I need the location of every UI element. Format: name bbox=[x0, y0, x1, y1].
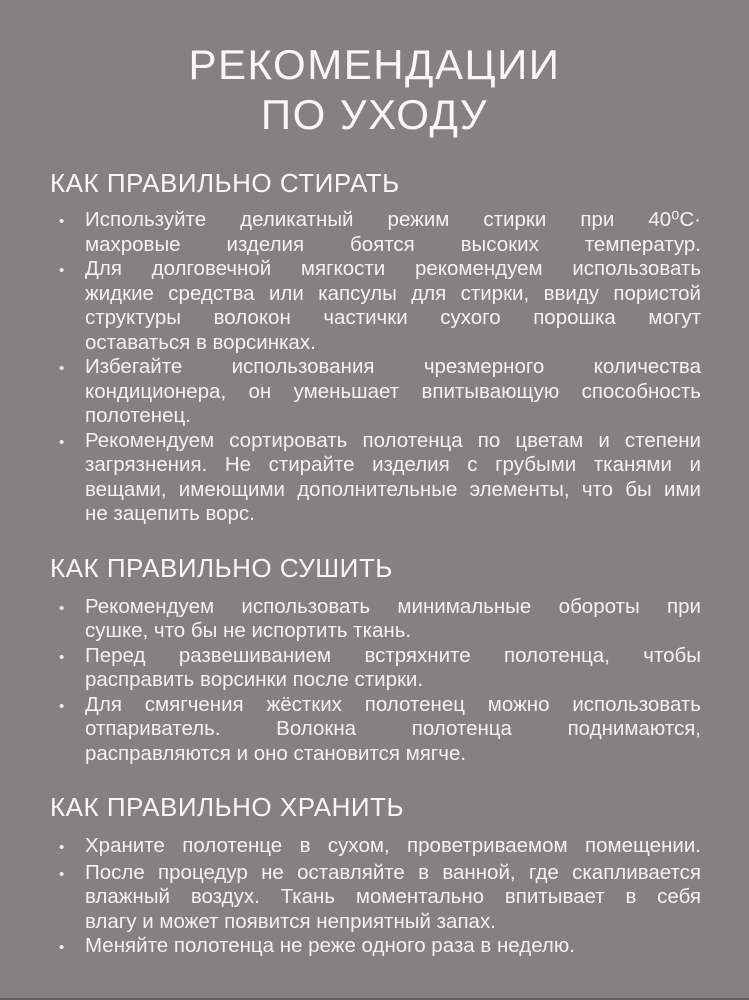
section-washing bbox=[50, 167, 701, 527]
bullet-line: расправляются и оно становится мягче. bbox=[85, 741, 467, 765]
section-heading-drying: КАК ПРАВИЛЬНО СУШИТЬ bbox=[50, 552, 393, 583]
bullet-text bbox=[85, 429, 701, 527]
bullet-text bbox=[85, 257, 701, 355]
bullet-item bbox=[50, 693, 701, 767]
section-storage bbox=[50, 791, 701, 961]
bullet-line: Храните полотенце в сухом, проветриваемом помещении. bbox=[85, 834, 701, 857]
bullet-marker: • bbox=[59, 839, 65, 856]
bullet-line: оставаться в ворсинках. bbox=[85, 330, 316, 354]
bullet-line: полотенец. bbox=[85, 404, 191, 427]
bullet-line: Рекомендуем использовать минимальные обороты при bbox=[85, 594, 701, 618]
page-title-line-2: ПО УХОДУ bbox=[260, 91, 489, 138]
bullet-item bbox=[50, 429, 701, 527]
bullet-item bbox=[50, 355, 701, 429]
bullet-text bbox=[85, 595, 701, 644]
bullet-marker: • bbox=[59, 697, 65, 715]
bullet-text bbox=[85, 355, 701, 429]
bullet-list-drying bbox=[50, 595, 701, 767]
bullet-line: отпариватель. Волокна полотенца поднимаются, bbox=[85, 717, 701, 740]
bullet-text bbox=[85, 834, 701, 859]
page-title-line-1: РЕКОМЕНДАЦИИ bbox=[188, 41, 561, 88]
bullet-text bbox=[85, 934, 701, 959]
bullet-line: сушке, что бы не испортить ткань. bbox=[85, 619, 412, 642]
bullet-line: Избегайте использования чрезмерного количества bbox=[85, 355, 701, 378]
bullet-line: кондиционера, он уменьшает впитывающую способность bbox=[85, 379, 701, 403]
bullet-item bbox=[50, 644, 701, 693]
bullet-item bbox=[50, 257, 701, 355]
bullet-line: Для смягчения жёстких полотенец можно использовать bbox=[85, 692, 701, 716]
bullet-marker: • bbox=[59, 213, 65, 230]
bullet-marker: • bbox=[59, 360, 65, 377]
bullet-text bbox=[85, 644, 701, 693]
bullet-line: Используйте деликатный режим стирки при 40⁰С· bbox=[85, 208, 701, 231]
bullet-marker: • bbox=[59, 865, 65, 883]
bullet-item bbox=[50, 834, 701, 861]
bullet-item bbox=[50, 934, 701, 961]
bullet-marker: • bbox=[59, 939, 65, 956]
bullet-line: вещами, имеющими дополнительные элементы, что бы ими bbox=[85, 477, 701, 501]
bullet-text bbox=[85, 208, 701, 257]
bullet-list-washing bbox=[50, 208, 701, 527]
page-title bbox=[0, 0, 749, 140]
bullet-line: Для долговечной мягкости рекомендуем использовать bbox=[85, 257, 701, 280]
bullet-line: Перед развешиванием встряхните полотенца, чтобы bbox=[85, 643, 701, 667]
bullet-marker: • bbox=[59, 433, 65, 451]
bullet-line: влагу и может появится неприятный запах. bbox=[85, 909, 496, 933]
bullet-line: Меняйте полотенца не реже одного раза в неделю. bbox=[85, 934, 575, 957]
bullet-item bbox=[50, 861, 701, 935]
bullet-text bbox=[85, 693, 701, 767]
bullet-text bbox=[85, 861, 701, 935]
bullet-item bbox=[50, 595, 701, 644]
bullet-line: После процедур не оставляйте в ванной, где скапливается bbox=[85, 860, 701, 884]
bullet-line: махровые изделия боятся высоких температур. bbox=[85, 232, 701, 256]
bullet-line: загрязнения. Не стирайте изделия с грубыми тканями и bbox=[85, 453, 701, 476]
bullet-line: жидкие средства или капсулы для стирки, ввиду пористой bbox=[85, 281, 701, 305]
bullet-list-storage bbox=[50, 834, 701, 961]
bullet-item bbox=[50, 208, 701, 257]
bullet-line: влажный воздух. Ткань моментально впитывает в себя bbox=[85, 885, 701, 908]
section-heading-storage: КАК ПРАВИЛЬНО ХРАНИТЬ bbox=[50, 792, 405, 822]
bullet-marker: • bbox=[59, 599, 65, 617]
section-heading-washing: КАК ПРАВИЛЬНО СТИРАТЬ bbox=[50, 168, 400, 198]
bullet-line: расправить ворсинки после стирки. bbox=[85, 668, 424, 691]
bullet-line: Рекомендуем сортировать полотенца по цветам и степени bbox=[85, 428, 701, 452]
bullet-line: не зацепить ворс. bbox=[85, 502, 255, 525]
bullet-marker: • bbox=[59, 262, 65, 279]
bullet-marker: • bbox=[59, 648, 65, 666]
bullet-line: структуры волокон частички сухого порошка могут bbox=[85, 306, 701, 329]
section-drying bbox=[50, 552, 701, 767]
